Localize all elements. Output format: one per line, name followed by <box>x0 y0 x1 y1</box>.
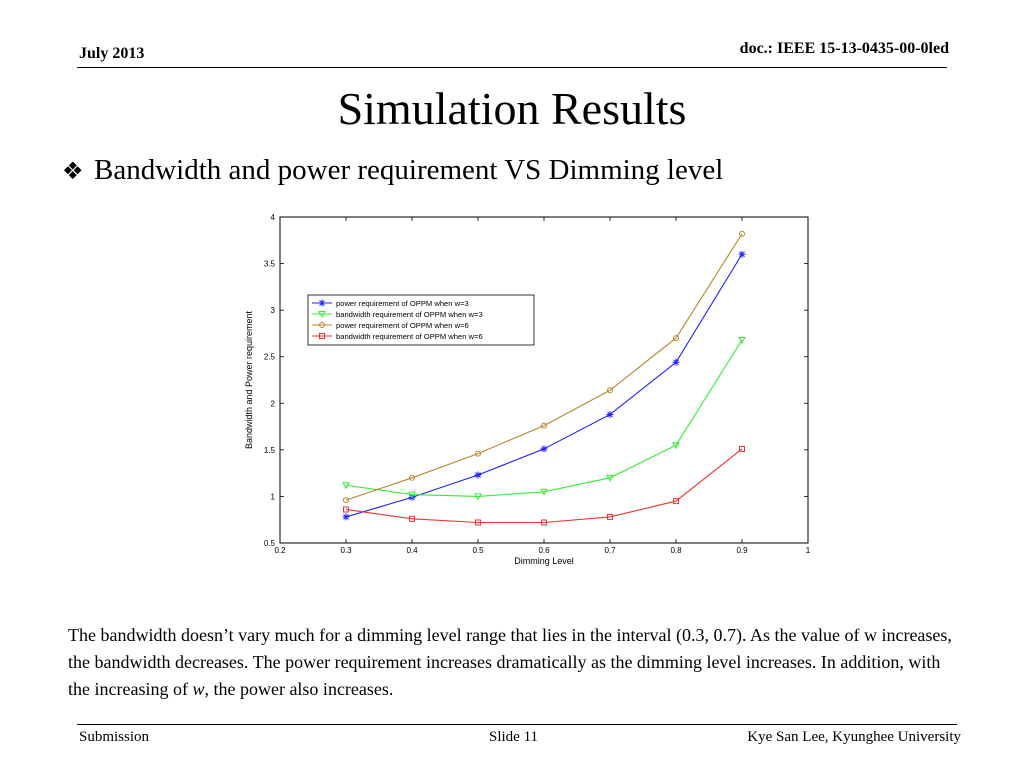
legend-entry-3: power requirement of OPPM when w=6 <box>336 321 469 330</box>
footer-submission: Submission <box>79 729 150 745</box>
bullet-text: Bandwidth and power requirement VS Dimming level <box>94 154 724 186</box>
body-text-part2: , the power also increases. <box>204 679 394 699</box>
y-tick-label: 2.5 <box>263 352 275 362</box>
header-rule <box>77 67 947 68</box>
x-tick-label: 1 <box>805 546 811 555</box>
x-tick-label: 0.2 <box>274 546 286 555</box>
footer-author: Kye San Lee, Kyunghee University <box>747 729 961 745</box>
x-tick-label: 0.4 <box>406 546 418 555</box>
bullet-line <box>62 154 723 187</box>
footer-rule <box>77 724 957 725</box>
diamond-bullet-icon: ❖ <box>62 157 84 185</box>
x-axis-label: Dimming Level <box>514 556 574 566</box>
y-axis-label: Bandwidth and Power requirement <box>244 310 254 450</box>
legend-marker-1 <box>319 300 326 307</box>
slide-title: Simulation Results <box>337 83 687 134</box>
body-paragraph <box>68 622 963 703</box>
y-tick-label: 0.5 <box>263 539 275 548</box>
line-chart <box>232 208 822 568</box>
x-tick-label: 0.5 <box>472 546 484 555</box>
header-date: July 2013 <box>79 45 145 62</box>
y-tick-label: 3.5 <box>263 259 275 269</box>
x-tick-label: 0.7 <box>604 546 616 555</box>
y-tick-label: 1.5 <box>263 445 275 455</box>
legend-entry-4: bandwidth requirement of OPPM when w=6 <box>336 332 483 341</box>
x-tick-label: 0.6 <box>538 546 550 555</box>
data-point-series-1 <box>475 472 482 479</box>
y-tick-label: 3 <box>270 306 275 316</box>
data-point-series-1 <box>739 251 746 258</box>
x-tick-label: 0.9 <box>736 546 748 555</box>
legend-entry-1: power requirement of OPPM when w=3 <box>336 299 469 308</box>
x-tick-label: 0.3 <box>340 546 352 555</box>
y-tick-label: 4 <box>270 213 275 222</box>
footer-slide-number: Slide 11 <box>489 729 539 745</box>
legend-entry-2: bandwidth requirement of OPPM when w=3 <box>336 310 483 319</box>
body-text-variable: w <box>192 679 205 699</box>
data-point-series-1 <box>541 445 548 452</box>
y-tick-label: 2 <box>270 399 275 409</box>
body-text-part1: The bandwidth doesn’t vary much for a dimming level range that lies in the interval (0.3, 0.7). As the value of w increases, the bandwidth decreases. The power requirement increases dramatically as the dimming level increases. In addition, with the increasing of <box>68 625 952 699</box>
data-point-series-1 <box>607 411 614 418</box>
y-tick-label: 1 <box>270 492 275 502</box>
data-point-series-1 <box>343 513 350 520</box>
x-tick-label: 0.8 <box>670 546 682 555</box>
data-point-series-1 <box>673 359 680 366</box>
header-doc-id: doc.: IEEE 15-13-0435-00-0led <box>739 40 949 57</box>
